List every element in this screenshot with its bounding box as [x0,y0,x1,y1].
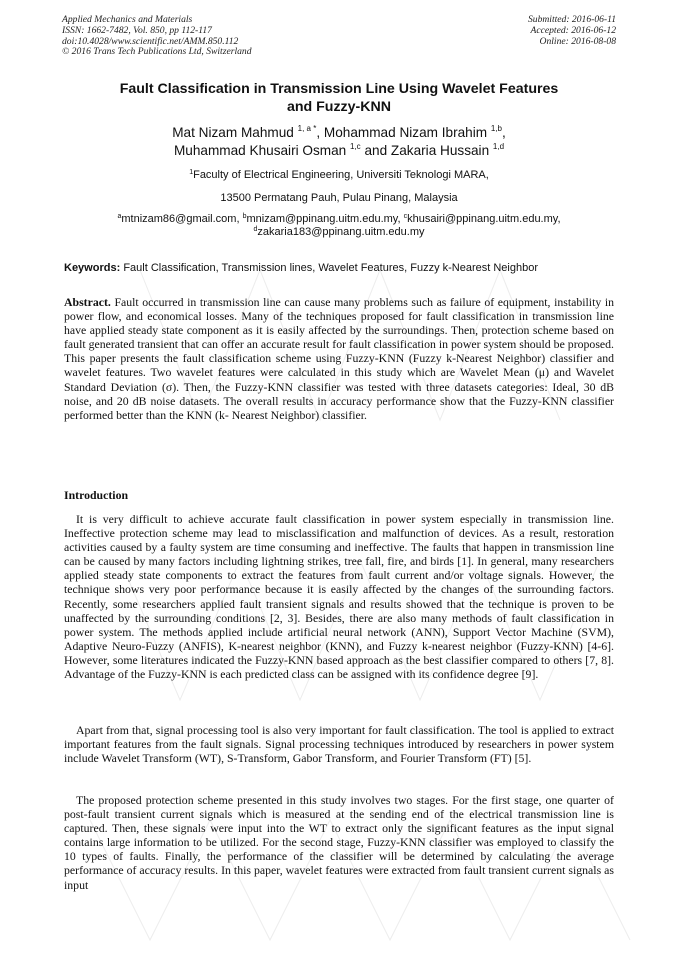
email-link[interactable]: mnizam@ppinang.uitm.edu.my, [246,213,401,225]
author-affiliation-mark: 1,b [490,124,502,133]
author-name: Mohammad Nizam Ibrahim [323,125,488,140]
abstract [64,295,614,422]
author-affiliation-mark: 1,c [350,142,361,151]
author-list [40,124,638,160]
email-mark: b [242,213,247,220]
abstract-label: Abstract. [64,295,111,309]
affiliation-text: Faculty of Electrical Engineering, Universiti Teknologi MARA, [193,169,489,181]
author-line2 [40,142,638,160]
paper-title [40,80,638,116]
author-conjunction: and [364,143,388,158]
keywords-label: Keywords: [64,262,121,274]
section-heading-introduction: Introduction [64,488,129,502]
accepted-date: Accepted: 2016-06-12 [530,24,616,36]
online-date: Online: 2016-08-08 [539,35,616,47]
abstract-text: Fault occurred in transmission line can cause many problems such as failure of equipment, instability in power flow, and economical losses. Many of the techniques proposed for fault classification in transmission line have applied steady state component as it is easily affected by the surroundings. Then, protection scheme based on fault generated transient that can offer an accurate result for fault classification in power system should be proposed. This paper presents the fault classification scheme using Fuzzy-KNN (Fuzzy k-Nearest Neighbor) classifier and wavelet features. Two wavelet features were calculated in this study which are Wavelet Mean (μ) and Wavelet Standard Deviation (σ). Then, the Fuzzy-KNN classifier was tested with three datasets categories: Ideal, 30 dB noise, and 20 dB noise datasets. The overall results in accuracy performance show that the Fuzzy-KNN classifier performed better than the KNN (k- Nearest Neighbor) classifier. [64,295,615,422]
journal-header-right [528,15,616,47]
keywords-text: Fault Classification, Transmission lines, Wavelet Features, Fuzzy k-Nearest Neighbor [123,262,538,274]
intro-paragraph-3: The proposed protection scheme presented in this study involves two stages. For the first stage, one quarter of post-fault transient current signals which is measured at the sending end of the electrical transmission line is captured. Then, these signals were input into the WT to extract only the significant features as the input signal contains large information to be utilized. For the second stage, Fuzzy-KNN classifier was employed to classify the 10 types of faults. Finally, the performance of the classifier will be determined by calculating the average performance of accuracy results. In this paper, wavelet features were extracted from fault transient current signals as input [64,793,614,892]
journal-issn: ISSN: 1662-7482, Vol. 850, pp 112-117 [62,24,212,36]
email-mark: d [253,226,258,233]
email-link[interactable]: zakaria183@ppinang.uitm.edu.my [257,226,425,238]
email-line1 [40,212,638,226]
email-mark: a [117,213,122,220]
intro-paragraph-2: Apart from that, signal processing tool is also very important for fault classification. The tool is applied to extract important features from the fault signals. Signal processing techniques introduced by researchers in power system include Wavelet Transform (WT), S-Transform, Gabor Transform, and Fourier Transform (FT) [5]. [64,723,614,766]
paper-title-line2: and Fuzzy-KNN [286,99,392,115]
affiliation-line2: 13500 Permatang Pauh, Pulau Pinang, Malaysia [220,192,458,204]
email-mark: c [403,213,408,220]
email-link[interactable]: khusairi@ppinang.uitm.edu.my, [407,213,561,225]
author-line1: Mat Nizam Mahmud $^{1, a *}$, Mohammad Nizam Ibrahim $^{1,b}$, [172,124,506,140]
affiliation-line1 [40,168,638,182]
author-affiliation-mark: 1,d [492,142,505,151]
email-line2 [40,225,638,239]
intro-paragraph-1: It is very difficult to achieve accurate fault classification in power system especially in transmission line. Ineffective protection scheme may lead to misclassification and malfunction of devices. As a result, restoration activities caused by a faulty system are time consuming and ineffective. The faults that happen in transmission line can be caused by many factors including lightning strikes, tree fall, fire, and birds [1]. In general, many researchers applied steady state components to extract the features from fault current and/or voltage signals. However, the technique shows very poor performance because it is easily affected by the changes of the surrounding factors. Recently, some researchers applied fault transient signals and results showed that the technique is proven to be unaffected by the surrounding conditions [2, 3]. Besides, there are also many methods of fault classification in power system. The methods applied include artificial neural network (ANN), Support Vector Machine (SVM), Adaptive Neuro-Fuzzy (ANFIS), K-nearest neighbor (KNN), and Fuzzy k-nearest neighbor (Fuzzy-KNN) [4-6]. However, some literatures indicated the Fuzzy-KNN based approach as the best classifier compared to others [7, 8]. Advantage of the Fuzzy-KNN is each predicted class can be assigned with its confidence degree [9]. [64,512,614,682]
email-link[interactable]: mtnizam86@gmail.com, [121,213,240,225]
author-name: Zakaria Hussain [390,143,490,158]
paper-title-line1: Fault Classification in Transmission Line Using Wavelet Features [119,81,559,97]
journal-name: Applied Mechanics and Materials [62,14,193,25]
submitted-date: Submitted: 2016-06-11 [527,14,616,25]
affiliation-mark: 1 [189,169,194,176]
journal-copyright: © 2016 Trans Tech Publications Ltd, Switzerland [62,46,252,58]
journal-doi: doi:10.4028/www.scientific.net/AMM.850.112 [62,35,239,47]
author-affiliation-mark: 1, a * [297,124,317,133]
author-name: Mat Nizam Mahmud [172,125,294,140]
author-name: Muhammad Khusairi Osman [173,143,347,158]
journal-header-left [62,15,252,58]
keywords [64,261,624,275]
